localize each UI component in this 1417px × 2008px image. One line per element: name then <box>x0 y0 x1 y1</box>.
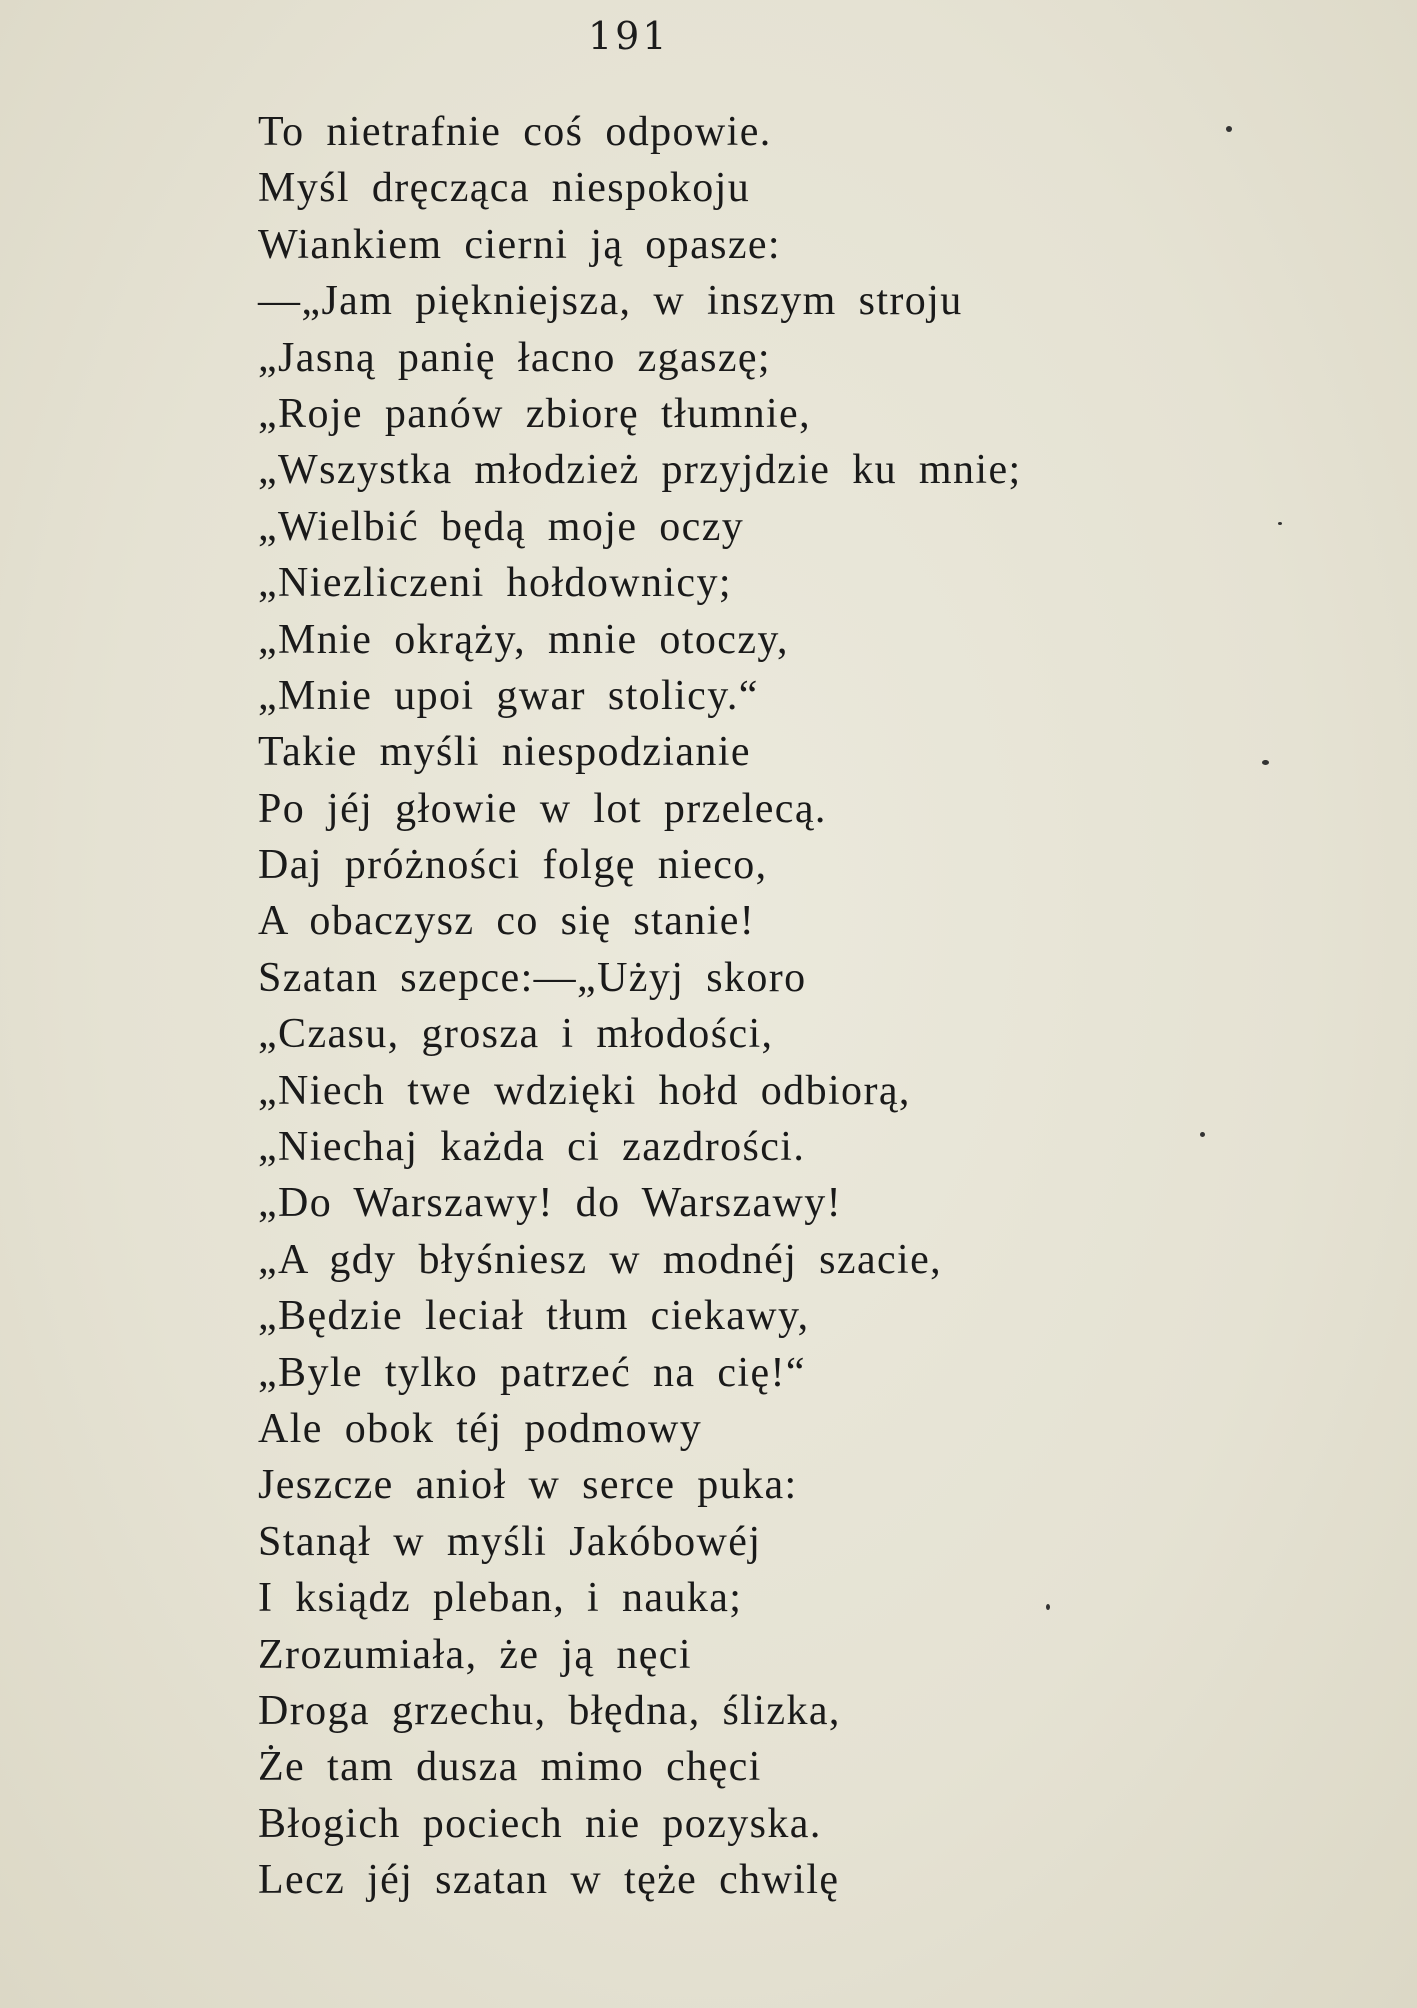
verse-line: Takie myśli niespodzianie <box>258 729 751 776</box>
verse-line: „Roje panów zbiorę tłumnie, <box>258 390 811 437</box>
verse-line: To nietrafnie coś odpowie. <box>258 109 772 155</box>
verse-line: „A gdy błyśniesz w modnéj szacie, <box>258 1236 943 1283</box>
verse-line: Myśl dręcząca niespokoju <box>258 165 751 212</box>
poem-text <box>258 104 1022 1909</box>
verse-line: „Będzie leciał tłum ciekawy, <box>258 1293 810 1340</box>
verse-line: Stanął w myśli Jakóbowéj <box>258 1518 762 1565</box>
verse-line: Zrozumiała, że ją nęci <box>258 1631 692 1678</box>
page-number: 191 <box>588 14 670 58</box>
verse-line: Droga grzechu, błędna, ślizka, <box>258 1687 841 1734</box>
verse-line: „Mnie upoi gwar stolicy.“ <box>258 672 759 719</box>
print-speck <box>1278 522 1282 525</box>
verse-line: Daj próżności folgę nieco, <box>258 842 768 889</box>
verse-line: „Byle tylko patrzeć na cię!“ <box>258 1349 806 1396</box>
verse-line: „Czasu, grosza i młodości, <box>258 1011 774 1058</box>
verse-line: Po jéj głowie w lot przelecą. <box>258 785 827 832</box>
print-speck <box>1200 1132 1205 1137</box>
verse-line: „Do Warszawy! do Warszawy! <box>258 1180 843 1227</box>
verse-line: Lecz jéj szatan w tęże chwilę <box>258 1857 840 1904</box>
verse-line: Ale obok téj podmowy <box>258 1405 703 1452</box>
verse-line: „Wszystka młodzież przyjdzie ku mnie; <box>258 447 1022 494</box>
verse-line: „Wielbić będą moje oczy <box>258 503 745 550</box>
print-speck <box>1046 1604 1050 1610</box>
verse-line: —„Jam piękniejsza, w inszym stroju <box>258 278 963 325</box>
print-speck <box>1226 126 1232 132</box>
verse-line: „Niezliczeni hołdownicy; <box>258 560 732 607</box>
verse-line: Wiankiem cierni ją opasze: <box>258 221 782 268</box>
verse-line: „Niech twe wdzięki hołd odbiorą, <box>258 1067 911 1114</box>
verse-line: A obaczysz co się stanie! <box>258 898 756 945</box>
verse-line: I ksiądz pleban, i nauka; <box>258 1575 743 1622</box>
verse-line: Jeszcze anioł w serce puka: <box>258 1462 798 1509</box>
print-speck <box>1262 760 1269 765</box>
verse-line: Że tam dusza mimo chęci <box>258 1744 762 1791</box>
verse-line: Błogich pociech nie pozyska. <box>258 1800 822 1847</box>
verse-line: „Niechaj każda ci zazdrości. <box>258 1124 806 1171</box>
verse-line: Szatan szepce:—„Użyj skoro <box>258 954 807 1001</box>
verse-line: „Mnie okrąży, mnie otoczy, <box>258 616 789 663</box>
verse-line: „Jasną panię łacno zgaszę; <box>258 334 771 381</box>
